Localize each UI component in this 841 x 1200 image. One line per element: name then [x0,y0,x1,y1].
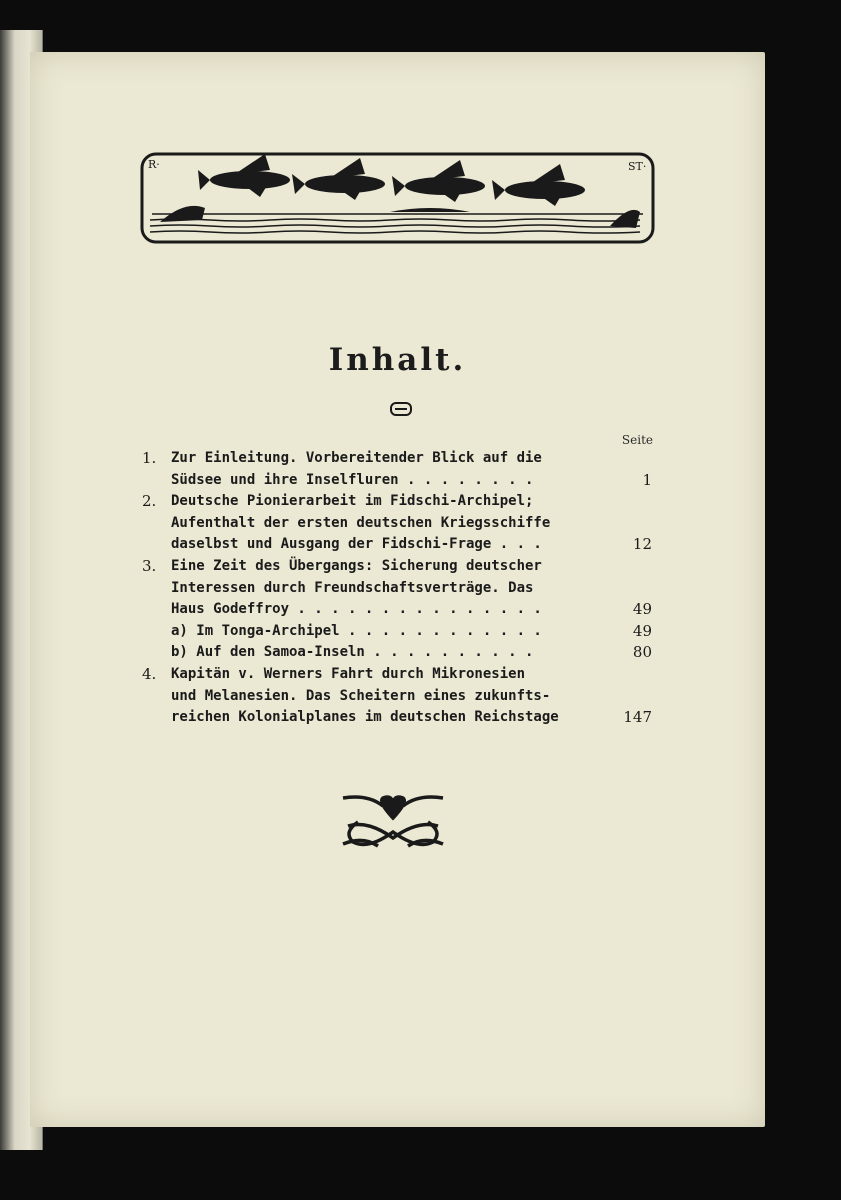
toc-entry-text: Kapitän v. Werners Fahrt durch Mikronesien [171,665,526,682]
toc-entry-number: 4. [142,664,157,683]
small-ornament-icon [390,402,412,416]
toc-line [142,686,652,708]
toc-entry-text: Interessen durch Freundschaftsverträge. Das [171,579,534,596]
illustrator-initials-left: R· [148,158,160,171]
toc-line [142,534,652,556]
toc-entry-text: daselbst und Ausgang der Fidschi-Frage . . . [171,536,542,553]
toc-line [142,513,652,535]
toc-entry-number: 3. [142,556,157,575]
toc-line [142,642,652,664]
toc-line [142,664,652,686]
toc-entry-text: Deutsche Pionierarbeit im Fidschi-Archipel; [171,493,534,510]
toc-entry-text: Südsee und ihre Inselfluren . . . . . . . . [171,471,534,488]
page-title: Inhalt. [328,342,467,378]
toc-entry-text: und Melanesien. Das Scheitern eines zukunfts- [171,687,551,704]
toc-page-number: 49 [632,621,652,640]
toc-line [142,556,652,578]
toc-subentry-text: b) Auf den Samoa-Inseln . . . . . . . . . . [171,644,534,661]
toc-page-number: 49 [632,600,652,619]
toc-entry-text: Aufenthalt der ersten deutschen Kriegsschiffe [171,514,551,531]
table-of-contents [142,448,652,729]
toc-page-number: 80 [632,643,652,662]
toc-line [142,578,652,600]
toc-line [142,448,652,470]
toc-page-number: 147 [623,708,652,727]
toc-line [142,707,652,729]
toc-entry-text: reichen Kolonialplanes im deutschen Reichstage [171,709,559,726]
book-page [30,52,765,1127]
toc-line [142,621,652,643]
toc-page-number: 12 [632,535,652,554]
toc-line [142,599,652,621]
toc-page-number: 1 [642,470,652,489]
toc-line [142,470,652,492]
toc-entry-text: Haus Godeffroy . . . . . . . . . . . . . . . [171,601,542,618]
illustrator-initials-right: ST· [628,160,647,173]
toc-line [142,491,652,513]
toc-entry-text: Eine Zeit des Übergangs: Sicherung deutscher [171,557,542,574]
toc-entry-text: Zur Einleitung. Vorbereitender Blick auf die [171,450,542,466]
flying-fish-headpiece-illustration [140,152,655,244]
toc-entry-number: 1. [142,449,157,467]
tailpiece-ornament-icon [338,792,448,852]
toc-entry-number: 2. [142,492,157,511]
toc-subentry-text: a) Im Tonga-Archipel . . . . . . . . . . . . [171,622,542,639]
page-column-label: Seite [621,433,653,447]
